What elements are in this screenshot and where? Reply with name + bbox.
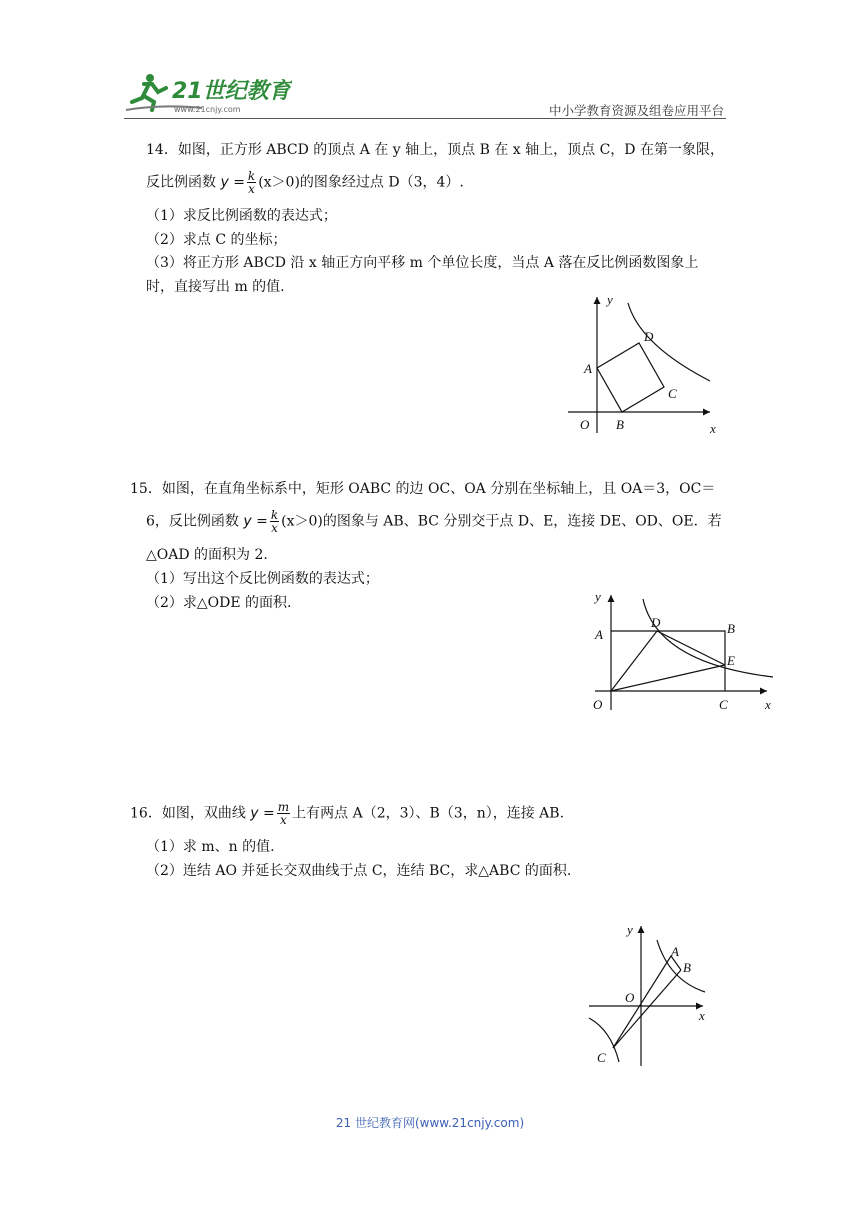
label-d: D [651,615,661,630]
label-y: y [627,922,633,937]
site-logo [122,70,292,118]
label-a: A [595,627,603,642]
q15-line2: 6，反比例函数 y = $\frac{k}{x}$ (x＞0)的图象与 AB、BC 分别交于点 D、E，连接 DE、OD、OE．若 [146,508,722,535]
q15-figure [585,585,780,715]
logo-text: 21世纪教育 [172,79,291,104]
q14-sub2: （2）求点 C 的坐标； [146,232,287,248]
q15-sub1: （1）写出这个反比例函数的表达式； [146,571,379,587]
label-a: A [671,944,679,959]
segment-ac [613,956,671,1048]
q16-sub1: （1）求 m、n 的值. [146,839,275,855]
header-divider [124,118,726,119]
q16-sub2: （2）连结 AO 并延长交双曲线于点 C，连结 BC，求△ABC 的面积. [146,863,572,879]
q14-sub3a: （3）将正方形 ABCD 沿 x 轴正方向平移 m 个单位长度，当点 A 落在反比例函数图象上 [146,255,699,271]
label-c: C [668,386,677,401]
label-y: y [595,589,601,604]
label-e: E [727,653,735,668]
q15-sub2: （2）求△ODE 的面积. [146,595,292,611]
square-abcd [597,343,664,412]
q15-line3: △OAD 的面积为 2. [146,547,268,563]
label-b: B [683,960,691,975]
hyperbola [643,599,773,677]
platform-name: 中小学教育资源及组卷应用平台 [548,103,724,118]
label-x: x [710,421,716,436]
q14-figure [560,285,730,440]
hyperbola [628,303,710,381]
q14-sub1: （1）求反比例函数的表达式； [146,208,337,224]
label-c: C [597,1050,606,1065]
q14-line2: 反比例函数 y = $\frac{k}{x}$ (x＞0)的图象经过点 D（3，4）. [146,169,464,196]
label-o: O [625,990,635,1005]
label-b: B [616,417,624,432]
label-y: y [607,292,613,307]
label-b: B [727,621,735,636]
q16-figure [585,920,715,1070]
label-x: x [699,1008,705,1023]
q14-sub3b: 时，直接写出 m 的值. [146,279,285,295]
footer-link[interactable]: 21 世纪教育网(www.21cnjy.com) [335,1116,525,1130]
q14-line1: 14．如图，正方形 ABCD 的顶点 A 在 y 轴上，顶点 B 在 x 轴上，顶点 C，D 在第一象限， [146,142,724,158]
q16-line1: 16．如图，双曲线 y = $\frac{m}{x}$ 上有两点 A（2，3）、B（3，n），连接 AB. [130,800,565,827]
label-a: A [584,361,592,376]
q15-line1: 15．如图，在直角坐标系中，矩形 OABC 的边 OC、OA 分别在坐标轴上，且 OA＝3，OC＝ [130,481,716,497]
logo-url: www.21cnjy.com [174,105,241,114]
segment-de [657,631,725,665]
label-x: x [765,697,771,712]
label-o: O [593,697,603,712]
segment-bc [613,970,681,1048]
label-d: D [644,329,654,344]
label-o: O [580,417,590,432]
label-c: C [719,697,728,712]
